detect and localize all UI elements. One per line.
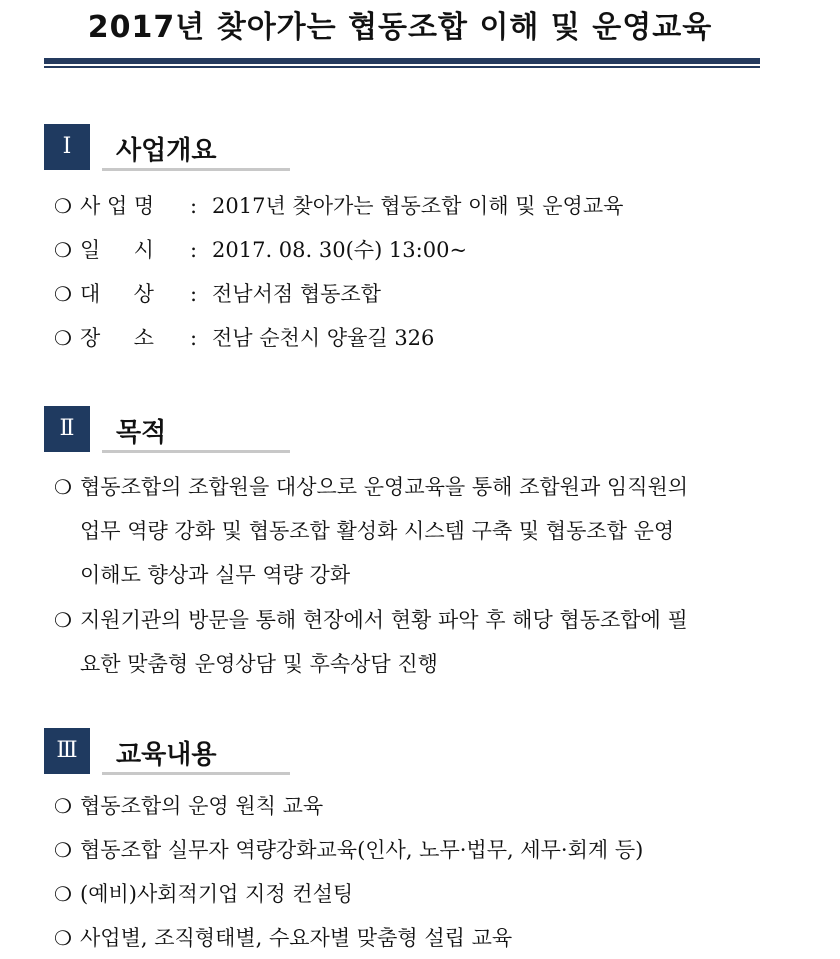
section-3-header [44,728,304,776]
bullet-icon: ❍ [54,838,72,862]
bullet-icon: ❍ [54,882,72,906]
item-value: 2017년 찾아가는 협동조합 이해 및 운영교육 [212,194,624,218]
paragraph-line: 요한 맞춤형 운영상담 및 후속상담 진행 [80,652,438,676]
section-3-title: 교육내용 [116,740,217,770]
bullet-icon: ❍ [54,194,72,218]
overview-item-date [54,234,774,264]
section-1-underline [102,168,290,171]
overview-item-place [54,322,774,352]
content-item [54,878,774,908]
content-item-text: 사업별, 조직형태별, 수요자별 맞춤형 설립 교육 [80,926,513,950]
paragraph-line: 지원기관의 방문을 통해 현장에서 현황 파악 후 해당 협동조합에 필 [80,608,688,632]
colon: : [190,282,198,306]
section-2-underline [102,450,290,453]
content-item [54,922,774,952]
colon: : [190,326,198,350]
content-item-text: 협동조합의 운영 원칙 교육 [80,794,324,818]
item-value: 전남 순천시 양율길 326 [212,326,435,350]
section-2-number: Ⅱ [44,406,90,452]
item-label: 대 상 [80,282,154,306]
bullet-icon: ❍ [54,326,72,350]
title-rule-thin [44,66,760,68]
bullet-icon: ❍ [54,282,72,306]
section-1-header [44,124,304,172]
content-item [54,790,774,820]
purpose-paragraph-2 [54,598,754,686]
section-2-header [44,406,304,454]
document-title: 2017년 찾아가는 협동조합 이해 및 운영교육 [87,10,713,45]
section-2-title: 목적 [116,418,167,448]
bullet-icon: ❍ [54,475,72,499]
content-item-text: 협동조합 실무자 역량강화교육(인사, 노무·법무, 세무·회계 등) [80,838,644,862]
bullet-icon: ❍ [54,794,72,818]
paragraph-line: 이해도 향상과 실무 역량 강화 [80,563,351,587]
section-1-title: 사업개요 [116,136,217,166]
section-1-number: Ⅰ [44,124,90,170]
bullet-icon: ❍ [54,608,72,632]
purpose-paragraph-1 [54,465,754,597]
section-3-underline [102,772,290,775]
item-label: 사 업 명 [80,194,155,218]
bullet-icon: ❍ [54,926,72,950]
section-3-number: Ⅲ [44,728,90,774]
item-label: 일 시 [80,238,154,262]
colon: : [190,194,198,218]
bullet-icon: ❍ [54,238,72,262]
item-value: 전남서점 협동조합 [212,282,381,306]
overview-item-name [54,190,774,220]
item-label: 장 소 [80,326,154,350]
colon: : [190,238,198,262]
content-item [54,834,774,864]
paragraph-line: 협동조합의 조합원을 대상으로 운영교육을 통해 조합원과 임직원의 [80,475,689,499]
paragraph-line: 업무 역량 강화 및 협동조합 활성화 시스템 구축 및 협동조합 운영 [80,519,675,543]
overview-item-target [54,278,774,308]
content-item-text: (예비)사회적기업 지정 컨설팅 [80,882,354,906]
title-rule-thick [44,58,760,64]
item-value: 2017. 08. 30(수) 13:00~ [212,238,468,262]
